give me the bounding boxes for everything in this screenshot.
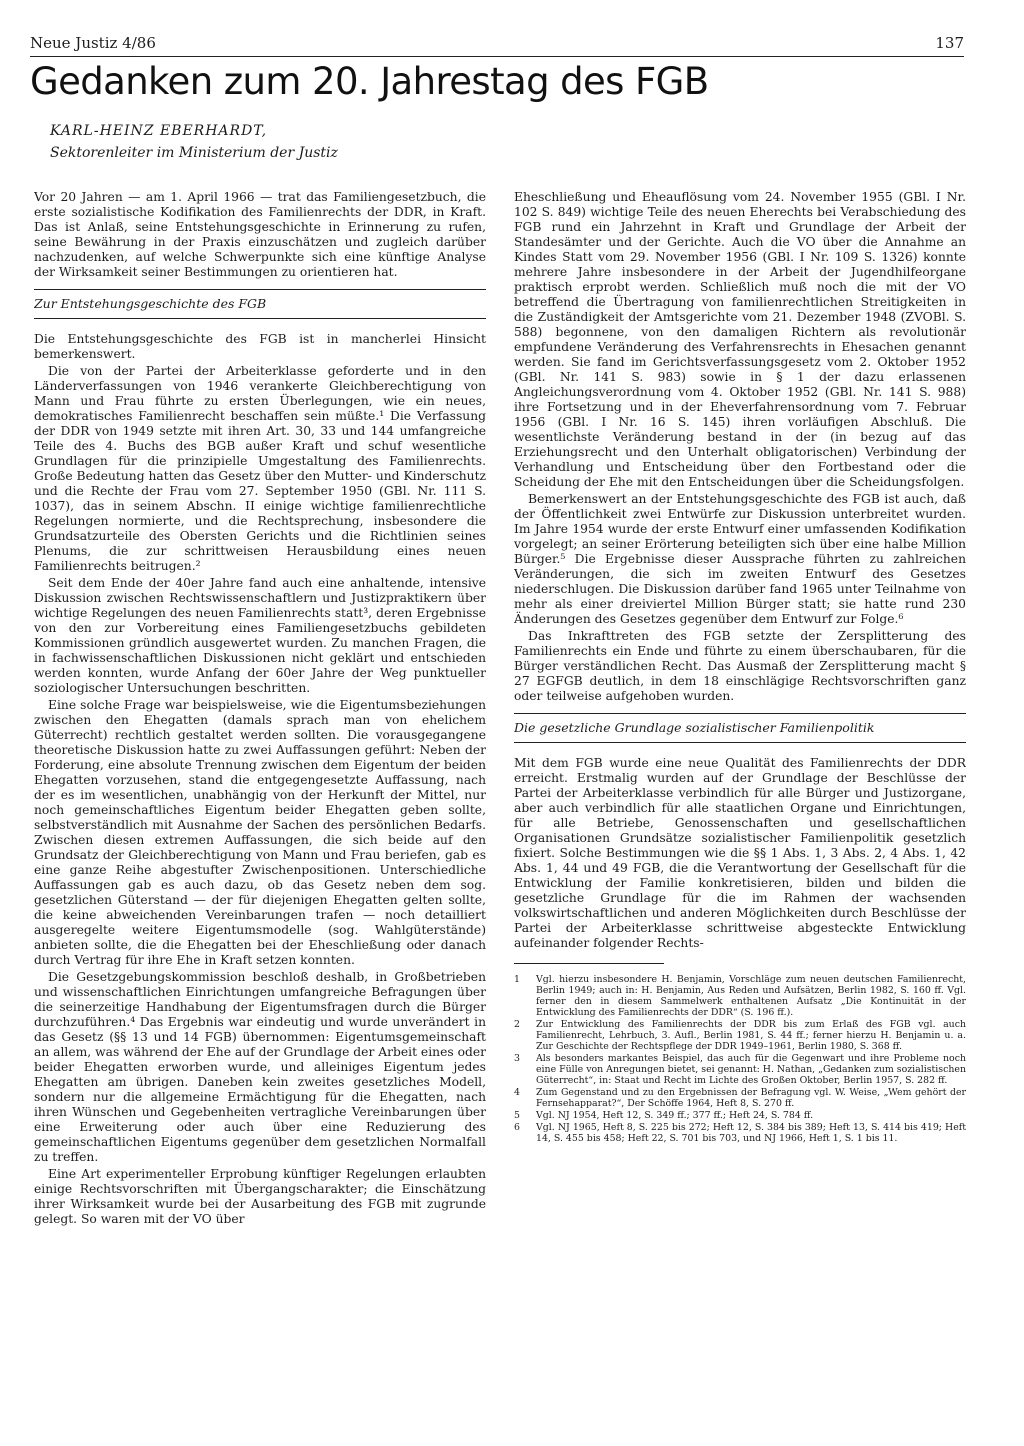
intro-paragraph: Vor 20 Jahren — am 1. April 1966 — trat das Familiengesetzbuch, die erste sozialistische Kodifikation des Familienrechts der DDR, in Kraft. Das ist Anlaß, seine Entstehungsgeschichte in Erinnerung zu rufen, seine Bewährung in der Praxis einzuschätzen und zugleich darüber nachzudenken, auf welche Schwerpunkte sich eine künftige Analyse der Wirksamkeit seiner Bestimmungen zu orientieren hat.: [34, 190, 486, 279]
body-paragraph: Die von der Partei der Arbeiterklasse geforderte und in den Länderverfassungen von 1946 verankerte Gleichberechtigung von Mann und Frau führte zu ersten Überlegungen, wie ein neues, demokratisches Familienrecht beschaffen sein müßte.¹ Die Verfassung der DDR von 1949 setzte mit ihren Art. 30, 33 und 144 umfangreiche Teile des 4. Buchs des BGB außer Kraft und schuf wesentliche Grundlagen für die prinzipielle Umgestaltung des Familienrechts. Große Bedeutung hatten das Gesetz über den Mutter- und Kinderschutz und die Rechte der Frau vom 27. September 1950 (GBl. Nr. 111 S. 1037), das in seinem Abschn. II einige wichtige familienrechtliche Regelungen normierte, und die Rechtsprechung, insbesondere die Grundsatzurteile des Obersten Gerichts und die Richtlinien seines Plenums, die zur schrittweisen Herausbildung eines neuen Familienrechts beitrugen.²: [34, 364, 486, 573]
footnote: [514, 974, 966, 1018]
footnote-text: Als besonders markantes Beispiel, das auch für die Gegenwart und ihre Probleme noch eine Fülle von Anregungen bietet, sei genannt: H. Nathan, „Gedanken zum sozialistischen Güterrecht“, in: Staat und Recht im Lichte des Großen Oktober, Berlin 1957, S. 282 ff.: [536, 1053, 966, 1086]
body-paragraph: Seit dem Ende der 40er Jahre fand auch eine anhaltende, intensive Diskussion zwischen Rechtswissenschaftlern und Justizpraktikern über wichtige Regelungen des neuen Familienrechts statt³, deren Ergebnisse von den zur Vorbereitung eines Familiengesetzbuchs gebildeten Kommissionen gründlich ausgewertet wurden. Zu manchen Fragen, die in fachwissenschaftlichen Diskussionen nicht geklärt und entschieden werden konnten, wurde Anfang der 60er Jahre der Weg punktueller soziologischer Untersuchungen beschritten.: [34, 576, 486, 695]
section-heading-familienpolitik: Die gesetzliche Grundlage sozialistischer Familienpolitik: [514, 713, 966, 743]
body-paragraph: Eheschließung und Eheauflösung vom 24. November 1955 (GBl. I Nr. 102 S. 849) wichtige Teile des neuen Eherechts bei Verabschiedung des FGB rund ein Jahrzehnt in Kraft und Grundlage der Arbeit der Standesämter und der Gerichte. Auch die VO über die Annahme an Kindes Statt vom 29. November 1956 (GBl. I Nr. 109 S. 1326) konnte mehrere Jahre insbesondere in der Arbeit der Jugendhilfeorgane praktisch erprobt werden. Schließlich muß noch die mit der VO betreffend die Übertragung von familienrechtlichen Streitigkeiten in die Zuständigkeit der Amtsgerichte vom 21. Dezember 1948 (ZVOBl. S. 588) begonnene, von den damaligen Richtern als revolutionär empfundene Veränderung des Verfahrensrechts in Ehesachen genannt werden. Sie fand im Gerichtsverfassungsgesetz vom 2. Oktober 1952 (GBl. Nr. 141 S. 983) sowie in § 1 der dazu erlassenen Angleichungsverordnung vom 4. Oktober 1952 (GBl. Nr. 141 S. 988) ihre Fortsetzung und in der Eheverfahrensordnung vom 7. Februar 1956 (GBl. I Nr. 16 S. 145) ihren vorläufigen Abschluß. Die wesentlichste Veränderung bestand in der (in bezug auf das Erziehungsrecht und den Unterhalt obligatorischen) Verbindung der Verhandlung und Entscheidung über den Fortbestand oder die Scheidung der Ehe mit den Entscheidungen über die Scheidungsfolgen.: [514, 190, 966, 489]
article-title: Gedanken zum 20. Jahrestag des FGB: [30, 60, 709, 103]
footnote-text: Vgl. hierzu insbesondere H. Benjamin, Vorschläge zum neuen deutschen Familienrecht, Berlin 1949; auch in: H. Benjamin, Aus Reden und Aufsätzen, Berlin 1982, S. 160 ff. Vgl. ferner den in diesem Sammelwerk enthaltenen Aufsatz „Die Kontinuität in der Entwicklung des Familienrechts der DDR“ (S. 196 ff.).: [536, 974, 966, 1018]
author-name: KARL-HEINZ EBERHARDT,: [50, 123, 268, 139]
body-paragraph: Eine solche Frage war beispielsweise, wie die Eigentumsbeziehungen zwischen den Ehegatten (damals sprach man von ehelichem Güterrecht) rechtlich gestaltet werden sollten. Die vorausgegangene theoretische Diskussion hatte zu zwei Auffassungen geführt: Neben der Forderung, eine absolute Trennung zwischen dem Eigentum der beiden Ehegatten vorzusehen, stand die entgegengesetzte Auffassung, nach der es im wesentlichen, unabhängig von der Herkunft der Mittel, nur noch gemeinschaftliches Eigentum beider Ehegatten geben sollte, selbstverständlich mit Ausnahme der Sachen des persönlichen Bedarfs. Zwischen diesen extremen Auffassungen, die sich beide auf den Grundsatz der Gleichberechtigung von Mann und Frau beriefen, gab es eine ganze Reihe abgestufter Zwischenpositionen. Unterschiedliche Auffassungen gab es auch dazu, ob das Gesetz neben dem sog. gesetzlichen Güterstand — der für diejenigen Ehegatten gelten sollte, die keine abweichenden Vereinbarungen trafen — noch detailliert ausgeregelte weitere Eigentumsmodelle (sog. Wahlgüterstände) anbieten sollte, die die Ehegatten bei der Eheschließung oder danach durch Vertrag für ihre Ehe in Kraft setzen konnten.: [34, 698, 486, 967]
body-paragraph: Die Entstehungsgeschichte des FGB ist in mancherlei Hinsicht bemerkenswert.: [34, 332, 486, 361]
footnote-number: 6: [514, 1122, 520, 1133]
footnote: [514, 1110, 966, 1121]
footnote: [514, 1019, 966, 1052]
footnote-number: 4: [514, 1087, 520, 1098]
footnote-text: Vgl. NJ 1954, Heft 12, S. 349 ff.; 377 ff.; Heft 24, S. 784 ff.: [536, 1110, 814, 1121]
footnote: [514, 1087, 966, 1109]
footnote-number: 3: [514, 1053, 520, 1064]
body-paragraph: Eine Art experimenteller Erprobung künftiger Regelungen erlaubten einige Rechtsvorschriften mit Übergangscharakter; die Einschätzung ihrer Wirksamkeit wurde bei der Ausarbeitung des FGB mit zugrunde gelegt. So waren mit der VO über: [34, 1167, 486, 1226]
section-heading-entstehungsgeschichte: Zur Entstehungsgeschichte des FGB: [34, 289, 486, 319]
body-paragraph: Die Gesetzgebungskommission beschloß deshalb, in Großbetrieben und wissenschaftlichen Einrichtungen umfangreiche Befragungen über die seinerzeitige Handhabung der Eigentumsfragen durch die Bürger durchzuführen.⁴ Das Ergebnis war eindeutig und wurde unverändert in das Gesetz (§§ 13 und 14 FGB) übernommen: Eigentumsgemeinschaft an allem, was während der Ehe auf der Grundlage der Arbeit eines oder beider Ehegatten erworben wurde, und alleiniges Eigentum jedes Ehegatten am übrigen. Daneben kein zweites gesetzliches Modell, sondern nur die allgemeine Ermächtigung für die Ehegatten, nach ihren Wünschen und Gegebenheiten vertragliche Vereinbarungen über eine Erweiterung oder auch über eine Reduzierung des gemeinschaftlichen Eigentums gegenüber dem gesetzlichen Normalfall zu treffen.: [34, 970, 486, 1164]
footnote-number: 1: [514, 974, 520, 985]
body-paragraph: Bemerkenswert an der Entstehungsgeschichte des FGB ist auch, daß der Öffentlichkeit zwei Entwürfe zur Diskussion unterbreitet wurden. Im Jahre 1954 wurde der erste Entwurf einer umfassenden Kodifikation vorgelegt; an seiner Erörterung beteiligten sich über eine halbe Million Bürger.⁵ Die Ergebnisse dieser Aussprache führten zu zahlreichen Veränderungen, die sich im zweiten Entwurf des Gesetzes niederschlugen. Die Diskussion darüber fand 1965 unter Teilnahme von mehr als einer dreiviertel Million Bürger statt; sie hatte rund 230 Änderungen des Gesetzes gegenüber dem Entwurf zur Folge.⁶: [514, 492, 966, 626]
right-column: [514, 190, 966, 1366]
footnotes: [514, 974, 966, 1144]
footnote-divider: [514, 963, 664, 964]
footnote-text: Vgl. NJ 1965, Heft 8, S. 225 bis 272; Heft 12, S. 384 bis 389; Heft 13, S. 414 bis 419; Heft 14, S. 455 bis 458; Heft 22, S. 701 bis 703, und NJ 1966, Heft 1, S. 1 bis 11.: [536, 1122, 966, 1144]
footnote-number: 5: [514, 1110, 520, 1121]
author-role: Sektorenleiter im Ministerium der Justiz: [50, 145, 338, 161]
footnote-number: 2: [514, 1019, 520, 1030]
body-paragraph: Das Inkrafttreten des FGB setzte der Zersplitterung des Familienrechts ein Ende und führte zu einem überschaubaren, für die Bürger verständlichen Recht. Das Ausmaß der Zersplitterung macht § 27 EGFGB deutlich, in dem 18 einschlägige Rechtsvorschriften ganz oder teilweise aufgehoben wurden.: [514, 629, 966, 703]
left-column: [34, 190, 486, 1366]
footnote-text: Zur Entwicklung des Familienrechts der DDR bis zum Erlaß des FGB vgl. auch Familienrecht, Lehrbuch, 3. Aufl., Berlin 1981, S. 44 ff.; ferner hierzu H. Benjamin u. a. Zur Geschichte der Rechtspflege der DDR 1949–1961, Berlin 1980, S. 368 ff.: [536, 1019, 966, 1052]
running-header: [30, 34, 964, 57]
footnote: [514, 1053, 966, 1086]
footnote-text: Zum Gegenstand und zu den Ergebnissen der Befragung vgl. W. Weise, „Wem gehört der Fernsehapparat?“, Der Schöffe 1964, Heft 8, S. 270 ff.: [536, 1087, 966, 1109]
page-number: 137: [935, 34, 964, 52]
journal-issue: Neue Justiz 4/86: [30, 34, 156, 52]
body-paragraph: Mit dem FGB wurde eine neue Qualität des Familienrechts der DDR erreicht. Erstmalig wurden auf der Grundlage der Beschlüsse der Partei der Arbeiterklasse verbindlich für alle Bürger und Justizorgane, aber auch verbindlich für alle staatlichen Organe und Einrichtungen, für alle Betriebe, Genossenschaften und gesellschaftlichen Organisationen Grundsätze sozialistischer Familienpolitik gesetzlich fixiert. Solche Bestimmungen wie die §§ 1 Abs. 1, 3 Abs. 2, 4 Abs. 1, 42 Abs. 1, 44 und 49 FGB, die die Verantwortung der Gesellschaft für die Entwicklung der Familie konkretisieren, bilden und bilden die gesetzliche Grundlage für die im Rahmen der wachsenden volkswirtschaftlichen und anderen Möglichkeiten durch Beschlüsse der Partei der Arbeiterklasse schrittweise abgesteckte Entwicklung aufeinander folgender Rechts-: [514, 756, 966, 950]
footnote: [514, 1122, 966, 1144]
